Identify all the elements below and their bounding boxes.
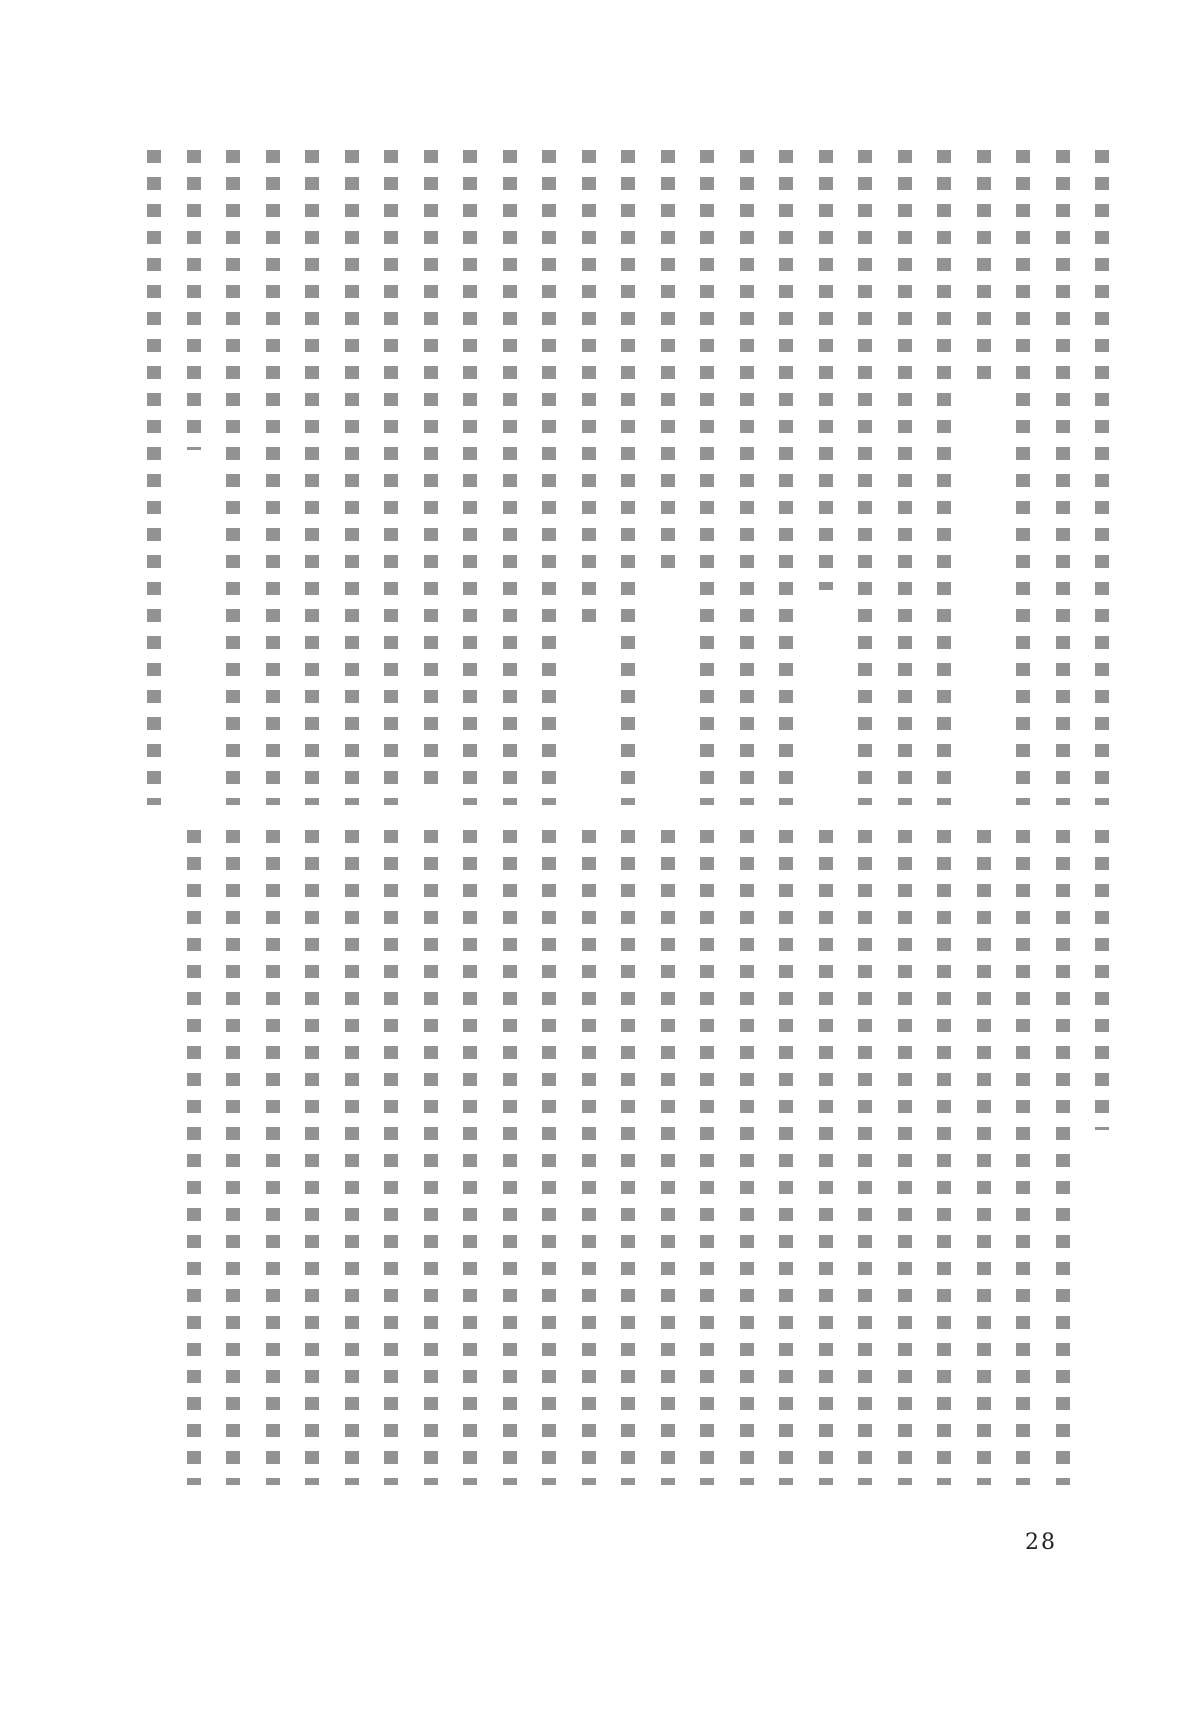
text-column-placeholder — [700, 830, 714, 1485]
text-column-placeholder — [305, 830, 319, 1485]
text-column-placeholder — [147, 150, 161, 805]
text-column-placeholder — [463, 150, 477, 805]
text-column-placeholder — [266, 150, 280, 805]
text-column-placeholder — [226, 830, 240, 1485]
text-column-placeholder — [1095, 150, 1109, 805]
text-column-placeholder — [187, 830, 201, 1485]
text-column-placeholder — [819, 830, 833, 1485]
text-column-placeholder — [898, 830, 912, 1485]
text-block-upper — [60, 150, 1110, 810]
text-column-placeholder — [661, 830, 675, 1485]
text-column-placeholder — [1016, 150, 1030, 805]
text-column-placeholder — [977, 830, 991, 1485]
text-column-placeholder — [819, 150, 833, 590]
text-column-placeholder — [937, 150, 951, 805]
text-column-placeholder — [424, 150, 438, 790]
text-column-placeholder — [779, 150, 793, 805]
text-column-placeholder — [305, 150, 319, 805]
text-column-placeholder — [858, 830, 872, 1485]
text-column-placeholder — [503, 150, 517, 805]
text-column-placeholder — [384, 150, 398, 805]
text-column-placeholder — [266, 830, 280, 1485]
text-column-placeholder — [740, 150, 754, 805]
text-column-placeholder — [384, 830, 398, 1485]
text-column-placeholder — [977, 150, 991, 380]
text-column-placeholder — [661, 150, 675, 580]
text-column-placeholder — [542, 150, 556, 805]
text-column-placeholder — [621, 830, 635, 1485]
text-column-placeholder — [503, 830, 517, 1485]
text-column-placeholder — [898, 150, 912, 805]
text-column-placeholder — [1056, 830, 1070, 1485]
text-column-placeholder — [463, 830, 477, 1485]
text-column-placeholder — [424, 830, 438, 1485]
text-column-placeholder — [1095, 830, 1109, 1130]
text-column-placeholder — [226, 150, 240, 805]
text-column-placeholder — [621, 150, 635, 805]
text-column-placeholder — [937, 830, 951, 1485]
text-column-placeholder — [1016, 830, 1030, 1485]
page-number: 28 — [1025, 1530, 1057, 1555]
text-column-placeholder — [582, 150, 596, 630]
text-column-placeholder — [1056, 150, 1070, 805]
text-column-placeholder — [187, 150, 201, 450]
text-column-placeholder — [582, 830, 596, 1485]
text-block-lower — [60, 830, 1110, 1495]
text-column-placeholder — [858, 150, 872, 805]
text-column-placeholder — [779, 830, 793, 1485]
text-column-placeholder — [542, 830, 556, 1485]
text-column-placeholder — [345, 150, 359, 805]
text-column-placeholder — [700, 150, 714, 805]
text-column-placeholder — [345, 830, 359, 1485]
text-column-placeholder — [740, 830, 754, 1485]
